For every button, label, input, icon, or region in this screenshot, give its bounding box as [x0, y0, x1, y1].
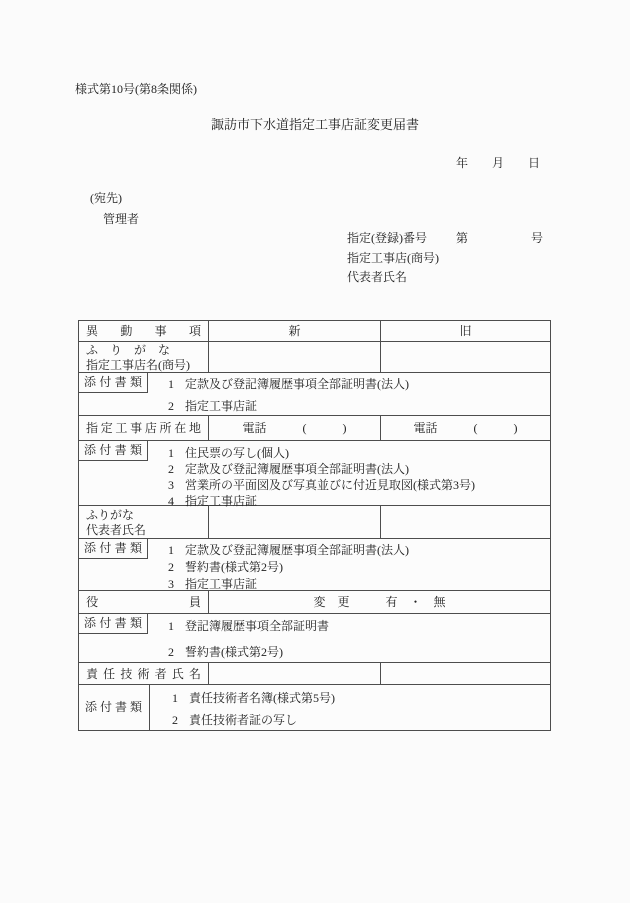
attachment-item-number: 1	[168, 543, 174, 557]
representative-label-line: 代表者氏名	[86, 523, 147, 537]
engineer-new-field	[209, 663, 381, 684]
attachment-item-number: 1	[168, 446, 174, 460]
addressee-note: (宛先)	[90, 191, 122, 205]
attachment-item-number: 2	[168, 399, 174, 413]
engineer-label: 責任技術者氏名	[79, 663, 209, 684]
attachment-label-box: 添付書類	[79, 441, 148, 461]
attachment-label-box: 添付書類	[79, 373, 148, 393]
representative-row-label	[79, 506, 209, 538]
attachment-item-number: 4	[168, 494, 174, 508]
attachment-item-text: 責任技術者名簿(様式第5号)	[189, 691, 335, 705]
shop-address-label: 指定工事店所在地	[79, 416, 209, 440]
designation-number-label: 指定(登録)番号	[347, 231, 427, 245]
attachment-label-box: 添付書類	[79, 614, 148, 634]
shop-name-old-field	[381, 342, 550, 372]
attachment-item-text: 定款及び登記簿履歴事項全部証明書(法人)	[185, 543, 409, 557]
attachment-item-number: 2	[168, 645, 174, 659]
attachment-item-number: 1	[172, 691, 178, 705]
addressee-label: 管理者	[103, 212, 140, 226]
shop-name-new-field	[209, 342, 381, 372]
representative-furigana: ふりがな	[86, 508, 135, 522]
attachment-item-text: 指定工事店証	[185, 494, 258, 508]
officer-label: 役員	[79, 591, 209, 613]
date-line: 年 月 日	[456, 156, 541, 170]
shop-name-attachments-row	[79, 373, 550, 416]
document-title: 諏訪市下水道指定工事店証変更届書	[210, 117, 419, 132]
attachment-item-text: 営業所の平面図及び写真並びに付近見取図(様式第3号)	[185, 478, 475, 492]
designation-number-suffix: 号	[531, 231, 544, 245]
representative-row	[79, 506, 550, 539]
shop-name-label-line: 指定工事店名(商号)	[86, 358, 190, 372]
attachment-item	[171, 690, 550, 706]
shop-name-row-label	[79, 342, 209, 372]
attachment-item	[167, 559, 550, 575]
representative-name-label: 代表者氏名	[347, 270, 408, 284]
attachment-item-number: 3	[168, 577, 174, 591]
table-header-row	[79, 321, 550, 342]
representative-new-field	[209, 506, 381, 538]
shop-address-attachments-row	[79, 441, 550, 506]
shop-address-old-phone: 電話 ( )	[413, 421, 518, 435]
attachment-item-text: 定款及び登記簿履歴事項全部証明書(法人)	[185, 462, 409, 476]
shop-address-new-phone: 電話 ( )	[209, 416, 381, 440]
attachment-item-text: 責任技術者証の写し	[189, 713, 298, 727]
attachment-item-text: 誓約書(様式第2号)	[185, 560, 283, 574]
attachment-item	[167, 477, 550, 493]
attachment-item	[167, 644, 550, 660]
col-header-old: 旧	[459, 324, 472, 338]
attachment-item	[167, 445, 550, 461]
attachment-item-text: 定款及び登記簿履歴事項全部証明書(法人)	[185, 377, 409, 391]
col-header-change-item: 異動事項	[79, 321, 209, 341]
officer-row	[79, 591, 550, 614]
attachment-item	[167, 618, 550, 634]
attachment-item	[167, 542, 550, 558]
engineer-attachments-row	[79, 685, 550, 730]
attachment-label-cell: 添付書類	[79, 685, 150, 730]
attachment-item-number: 3	[168, 478, 174, 492]
attachment-item-number: 2	[168, 462, 174, 476]
shop-address-row	[79, 416, 550, 441]
officer-change-value: 変 更 有 ・ 無	[313, 595, 446, 609]
officer-attachments-row	[79, 614, 550, 663]
attachment-item-text: 登記簿履歴事項全部証明書	[185, 619, 330, 633]
engineer-row	[79, 663, 550, 685]
attachment-item-number: 2	[172, 713, 178, 727]
attachment-item	[167, 461, 550, 477]
attachment-item-text: 指定工事店証	[185, 577, 258, 591]
attachment-label-box: 添付書類	[79, 539, 148, 559]
shop-name-label: 指定工事店(商号)	[347, 251, 439, 265]
col-header-new: 新	[209, 321, 381, 341]
attachment-item	[171, 712, 550, 728]
attachment-item-number: 2	[168, 560, 174, 574]
attachment-item-text: 誓約書(様式第2号)	[185, 645, 283, 659]
attachment-item-number: 1	[168, 619, 174, 633]
engineer-old-field	[381, 663, 550, 684]
designation-number-prefix: 第	[456, 231, 469, 245]
attachment-item	[167, 493, 550, 509]
representative-attachments-row	[79, 539, 550, 591]
form-number: 様式第10号(第8条関係)	[75, 82, 197, 96]
attachment-item	[167, 576, 550, 592]
representative-old-field	[381, 506, 550, 538]
attachment-item-text: 住民票の写し(個人)	[185, 446, 289, 460]
attachment-item-text: 指定工事店証	[185, 399, 258, 413]
change-items-table	[78, 320, 551, 731]
attachment-item	[167, 398, 550, 414]
shop-name-furigana: ふ り が な	[86, 343, 171, 357]
shop-name-row	[79, 342, 550, 373]
attachment-item	[167, 376, 550, 392]
attachment-item-number: 1	[168, 377, 174, 391]
